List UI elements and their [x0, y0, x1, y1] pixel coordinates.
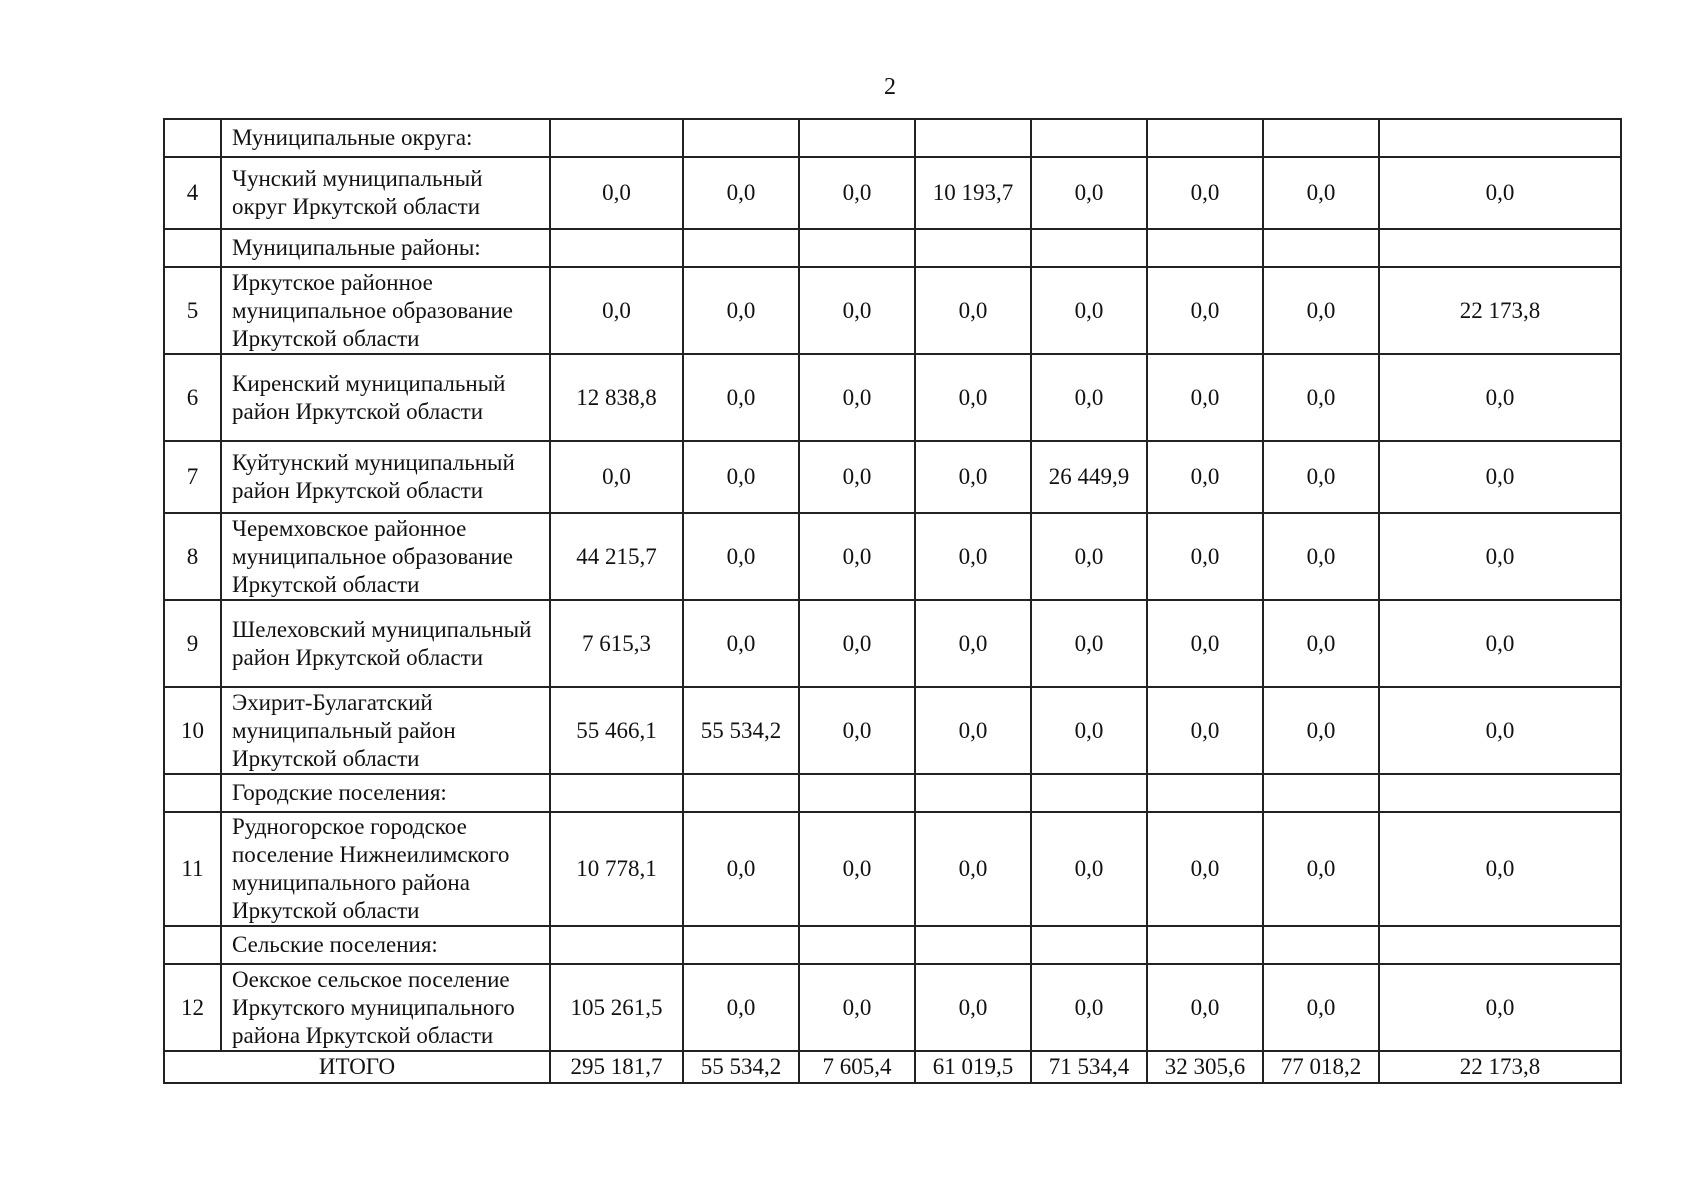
value-cell: 0,0 [915, 513, 1031, 600]
municipality-name-cell: Киренский муниципальный район Иркутской области [221, 354, 550, 441]
total-value-cell: 61 019,5 [915, 1051, 1031, 1083]
row-number-cell: 10 [164, 687, 221, 774]
value-cell: 55 534,2 [683, 687, 799, 774]
section-row [164, 229, 1621, 267]
row-number-cell [164, 229, 221, 267]
value-cell: 44 215,7 [550, 513, 683, 600]
row-number-cell [164, 774, 221, 812]
total-value-cell: 22 173,8 [1379, 1051, 1621, 1083]
value-cell: 0,0 [915, 354, 1031, 441]
value-cell: 22 173,8 [1379, 267, 1621, 354]
value-cell: 0,0 [1031, 600, 1147, 687]
value-cell: 0,0 [915, 600, 1031, 687]
row-number-cell: 5 [164, 267, 221, 354]
total-label: ИТОГО [164, 1051, 550, 1083]
table-row [164, 267, 1621, 354]
value-cell: 0,0 [915, 267, 1031, 354]
table-row [164, 812, 1621, 926]
value-cell: 0,0 [1263, 441, 1379, 513]
value-cell: 0,0 [550, 441, 683, 513]
row-number-cell: 4 [164, 157, 221, 229]
value-cell: 0,0 [915, 964, 1031, 1051]
total-value-cell: 71 534,4 [1031, 1051, 1147, 1083]
row-number-cell [164, 926, 221, 964]
municipality-name-cell: Чунский муниципальный округ Иркутской области [221, 157, 550, 229]
value-cell: 10 778,1 [550, 812, 683, 926]
value-cell: 0,0 [1031, 513, 1147, 600]
municipality-name-cell: Иркутское районное муниципальное образование Иркутской области [221, 267, 550, 354]
value-cell: 0,0 [1147, 600, 1263, 687]
value-cell: 0,0 [1379, 812, 1621, 926]
value-cell: 0,0 [1031, 267, 1147, 354]
value-cell: 0,0 [683, 441, 799, 513]
table-row [164, 157, 1621, 229]
value-cell: 0,0 [915, 812, 1031, 926]
value-cell: 0,0 [1031, 964, 1147, 1051]
value-cell: 0,0 [1263, 600, 1379, 687]
table-row [164, 513, 1621, 600]
value-cell: 0,0 [1147, 267, 1263, 354]
value-cell: 0,0 [683, 812, 799, 926]
value-cell: 0,0 [1263, 812, 1379, 926]
row-number-cell: 9 [164, 600, 221, 687]
value-cell: 0,0 [1263, 964, 1379, 1051]
value-cell: 0,0 [799, 354, 915, 441]
value-cell: 0,0 [1147, 687, 1263, 774]
value-cell: 0,0 [799, 964, 915, 1051]
value-cell: 0,0 [1263, 267, 1379, 354]
value-cell: 26 449,9 [1031, 441, 1147, 513]
total-value-cell: 32 305,6 [1147, 1051, 1263, 1083]
value-cell: 0,0 [1147, 441, 1263, 513]
municipality-name-cell: Куйтунский муниципальный район Иркутской области [221, 441, 550, 513]
total-row [164, 1051, 1621, 1083]
value-cell: 0,0 [1263, 157, 1379, 229]
value-cell: 0,0 [683, 600, 799, 687]
value-cell: 0,0 [1147, 157, 1263, 229]
section-label: Сельские поселения: [221, 926, 550, 964]
value-cell: 0,0 [799, 513, 915, 600]
value-cell: 10 193,7 [915, 157, 1031, 229]
value-cell: 0,0 [1031, 812, 1147, 926]
row-number-cell: 8 [164, 513, 221, 600]
value-cell: 12 838,8 [550, 354, 683, 441]
section-row [164, 774, 1621, 812]
value-cell: 0,0 [683, 513, 799, 600]
value-cell: 0,0 [799, 812, 915, 926]
value-cell: 0,0 [1379, 687, 1621, 774]
value-cell: 0,0 [550, 157, 683, 229]
total-value-cell: 295 181,7 [550, 1051, 683, 1083]
value-cell: 0,0 [799, 687, 915, 774]
value-cell: 0,0 [1379, 441, 1621, 513]
value-cell: 0,0 [1263, 687, 1379, 774]
section-row [164, 119, 1621, 157]
value-cell: 0,0 [1263, 354, 1379, 441]
value-cell: 0,0 [1031, 354, 1147, 441]
table-row [164, 600, 1621, 687]
section-label: Городские поселения: [221, 774, 550, 812]
value-cell: 0,0 [1379, 964, 1621, 1051]
value-cell: 0,0 [683, 157, 799, 229]
value-cell: 0,0 [1147, 354, 1263, 441]
value-cell: 0,0 [799, 157, 915, 229]
value-cell: 0,0 [1263, 513, 1379, 600]
municipality-name-cell: Черемховское районное муниципальное образование Иркутской области [221, 513, 550, 600]
value-cell: 0,0 [1379, 600, 1621, 687]
value-cell: 105 261,5 [550, 964, 683, 1051]
municipality-name-cell: Эхирит-Булагатский муниципальный район Иркутской области [221, 687, 550, 774]
value-cell: 0,0 [1147, 513, 1263, 600]
total-value-cell: 55 534,2 [683, 1051, 799, 1083]
municipality-name-cell: Рудногорское городское поселение Нижнеилимского муниципального района Иркутской области [221, 812, 550, 926]
municipality-name-cell: Оекское сельское поселение Иркутского муниципального района Иркутской области [221, 964, 550, 1051]
value-cell: 0,0 [1379, 513, 1621, 600]
value-cell: 55 466,1 [550, 687, 683, 774]
total-value-cell: 77 018,2 [1263, 1051, 1379, 1083]
value-cell: 0,0 [799, 600, 915, 687]
value-cell: 0,0 [683, 354, 799, 441]
value-cell: 0,0 [550, 267, 683, 354]
value-cell: 0,0 [915, 687, 1031, 774]
value-cell: 7 615,3 [550, 600, 683, 687]
section-label: Муниципальные районы: [221, 229, 550, 267]
table-row [164, 964, 1621, 1051]
page-number: 2 [884, 74, 896, 100]
row-number-cell [164, 119, 221, 157]
value-cell: 0,0 [1031, 157, 1147, 229]
municipality-name-cell: Шелеховский муниципальный район Иркутской области [221, 600, 550, 687]
row-number-cell: 7 [164, 441, 221, 513]
row-number-cell: 6 [164, 354, 221, 441]
value-cell: 0,0 [683, 964, 799, 1051]
value-cell: 0,0 [683, 267, 799, 354]
row-number-cell: 12 [164, 964, 221, 1051]
section-row [164, 926, 1621, 964]
section-label: Муниципальные округа: [221, 119, 550, 157]
value-cell: 0,0 [1147, 964, 1263, 1051]
value-cell: 0,0 [1031, 687, 1147, 774]
value-cell: 0,0 [915, 441, 1031, 513]
row-number-cell: 11 [164, 812, 221, 926]
total-value-cell: 7 605,4 [799, 1051, 915, 1083]
value-cell: 0,0 [1147, 812, 1263, 926]
value-cell: 0,0 [799, 441, 915, 513]
value-cell: 0,0 [799, 267, 915, 354]
table-row [164, 441, 1621, 513]
value-cell: 0,0 [1379, 354, 1621, 441]
value-cell: 0,0 [1379, 157, 1621, 229]
allocation-table [163, 118, 1622, 1084]
table-row [164, 354, 1621, 441]
table-row [164, 687, 1621, 774]
